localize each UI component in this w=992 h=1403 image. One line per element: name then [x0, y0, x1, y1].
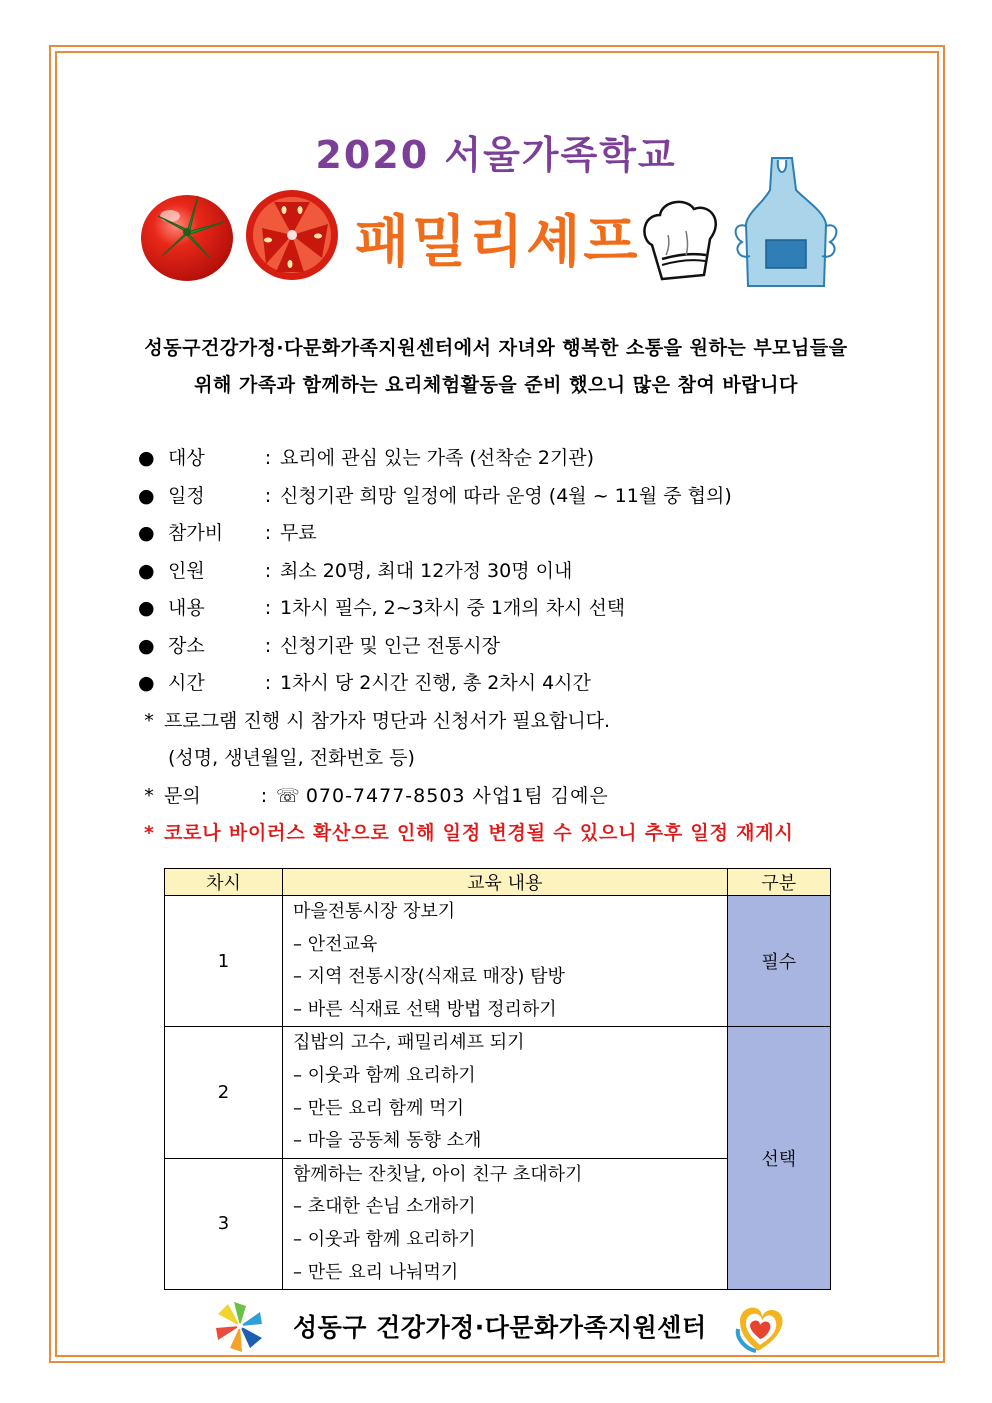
header-type: 구분 — [727, 869, 830, 896]
info-item-content: ● 내용 : 1차시 필수, 2~3차시 중 1개의 차시 선택 — [138, 590, 938, 628]
contact-value: 070-7477-8503 사업1팀 김예은 — [305, 784, 609, 807]
note-text: 프로그램 진행 시 참가자 명단과 신청서가 필요합니다. — [164, 709, 611, 732]
org-name: 성동구 건강가정·다문화가족지원센터 — [293, 1313, 707, 1342]
asterisk-marker: * — [144, 784, 154, 807]
header-session: 차시 — [165, 869, 283, 896]
session-content: 집밥의 고수, 패밀리셰프 되기 – 이웃과 함께 요리하기 – 만든 요리 함께 먹기 – 마을 공동체 동향 소개 — [282, 1027, 727, 1158]
info-label: 참가비 — [168, 522, 224, 544]
chef-hat-icon — [638, 195, 722, 287]
session-type-required: 필수 — [727, 896, 830, 1027]
pinwheel-logo-icon — [212, 1300, 268, 1352]
info-value: 요리에 관심 있는 가족 (선착순 2기관) — [280, 447, 595, 469]
intro-text — [60, 330, 932, 404]
note-detail-text: (성명, 생년월일, 전화번호 등) — [168, 747, 415, 769]
bullet-icon: ● — [138, 447, 155, 469]
info-label: 인원 — [168, 559, 205, 582]
session-number: 1 — [165, 896, 283, 1027]
warning-text: 코로나 바이러스 확산으로 인해 일정 변경될 수 있으니 추후 일정 재게시 — [164, 822, 794, 844]
info-value: 무료 — [280, 522, 317, 544]
schedule-table — [164, 868, 831, 1290]
intro-line-2: 위해 가족과 함께하는 요리체험활동을 준비 했으니 많은 참여 바랍니다 — [194, 374, 798, 396]
info-value: 최소 20명, 최대 12가정 30명 이내 — [280, 559, 573, 582]
bullet-icon: ● — [138, 672, 155, 694]
info-label: 문의 — [164, 784, 201, 807]
asterisk-marker: * — [144, 822, 154, 844]
info-item-contact: * 문의 : ☏ 070-7477-8503 사업1팀 김예은 — [138, 778, 938, 816]
bullet-icon: ● — [138, 484, 155, 507]
info-item-place: ● 장소 : 신청기관 및 인근 전통시장 — [138, 628, 938, 666]
info-item-fee: ● 참가비 : 무료 — [138, 515, 938, 553]
apron-icon — [730, 152, 842, 292]
session-number: 3 — [165, 1158, 283, 1289]
info-value: 신청기관 및 인근 전통시장 — [280, 634, 501, 657]
table-header-row — [165, 869, 831, 896]
info-label: 장소 — [168, 634, 205, 657]
heart-family-logo-icon — [732, 1299, 788, 1353]
header-content: 교육 내용 — [282, 869, 727, 896]
asterisk-marker: * — [144, 709, 154, 732]
session-content: 함께하는 잔칫날, 아이 친구 초대하기 – 초대한 손님 소개하기 – 이웃과 함께 요리하기 – 만든 요리 나눠먹기 — [282, 1158, 727, 1289]
tomato-slice-icon — [244, 188, 340, 282]
info-label: 일정 — [168, 484, 205, 507]
bullet-icon: ● — [138, 634, 155, 657]
bullet-icon: ● — [138, 597, 155, 619]
info-item-schedule: ● 일정 : 신청기관 희망 일정에 따라 운영 (4월 ~ 11월 중 협의) — [138, 478, 938, 516]
info-label: 내용 — [168, 597, 205, 619]
info-label: 시간 — [168, 672, 205, 694]
note-documents-detail — [138, 740, 938, 778]
footer — [0, 1302, 992, 1350]
warning-notice — [138, 815, 938, 853]
bullet-icon: ● — [138, 559, 155, 582]
intro-line-1: 성동구건강가정·다문화가족지원센터에서 자녀와 행복한 소통을 원하는 부모님들을 — [144, 337, 848, 359]
info-value: 신청기관 희망 일정에 따라 운영 (4월 ~ 11월 중 협의) — [280, 484, 732, 507]
tomato-icon — [138, 186, 236, 284]
info-item-time: ● 시간 : 1차시 당 2시간 진행, 총 2차시 4시간 — [138, 665, 938, 703]
table-row — [165, 896, 831, 1027]
title-program: 패밀리셰프 — [355, 210, 641, 275]
session-content: 마을전통시장 장보기 – 안전교육 – 지역 전통시장(식재료 매장) 탐방 – 바른 식재료 선택 방법 정리하기 — [282, 896, 727, 1027]
info-item-target: ● 대상 : 요리에 관심 있는 가족 (선착순 2기관) — [138, 440, 938, 478]
bullet-icon: ● — [138, 522, 155, 544]
phone-icon: ☏ — [276, 784, 300, 807]
session-type-optional: 선택 — [727, 1027, 830, 1290]
title-year: 2020 서울가족학교 — [315, 133, 677, 177]
session-number: 2 — [165, 1027, 283, 1158]
note-documents — [138, 703, 938, 741]
info-label: 대상 — [168, 447, 205, 469]
table-row — [165, 1027, 831, 1158]
info-item-headcount: ● 인원 : 최소 20명, 최대 12가정 30명 이내 — [138, 553, 938, 591]
info-value: 1차시 필수, 2~3차시 중 1개의 차시 선택 — [280, 597, 626, 619]
info-value: 1차시 당 2시간 진행, 총 2차시 4시간 — [280, 672, 591, 694]
info-list — [138, 440, 938, 853]
